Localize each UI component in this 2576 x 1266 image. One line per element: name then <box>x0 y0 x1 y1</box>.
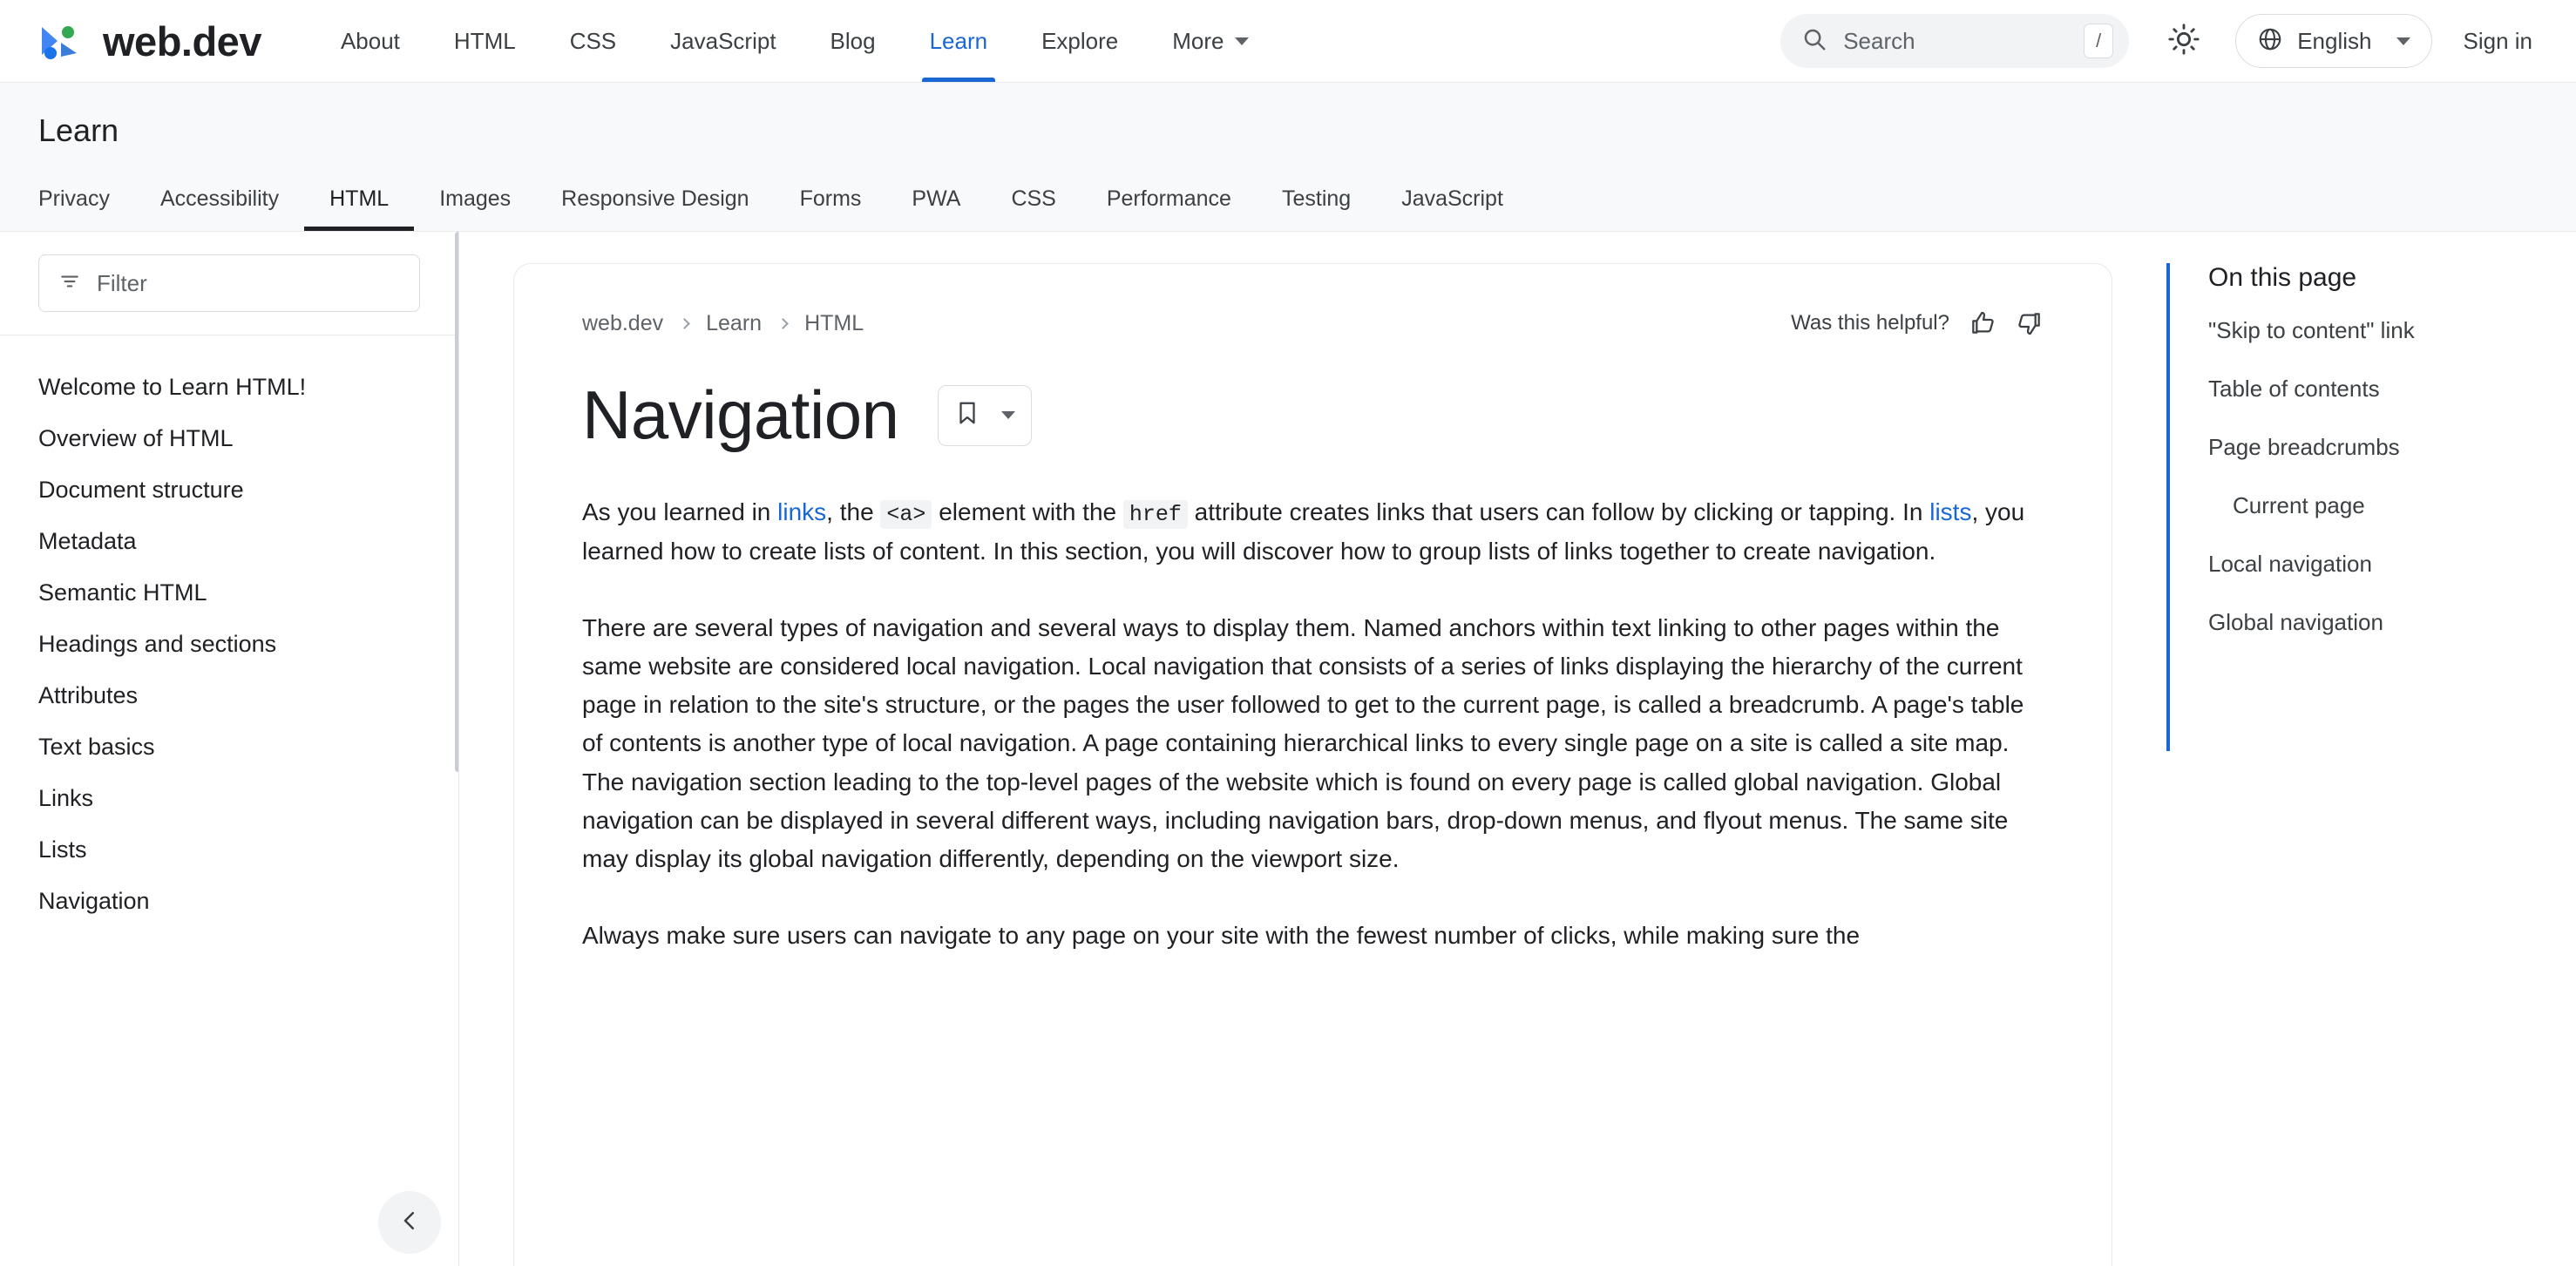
learn-section-header <box>0 83 2576 232</box>
tab-performance[interactable] <box>1081 186 1257 231</box>
toc-item-local-navigation[interactable] <box>2208 535 2576 593</box>
sidebar-nav <box>0 335 458 927</box>
nav-item-explore[interactable] <box>1014 0 1145 82</box>
toc-item-label: Local navigation <box>2208 551 2372 577</box>
toc-item-table-of-contents[interactable] <box>2208 360 2576 418</box>
tab-label: CSS <box>1011 186 1056 211</box>
nav-item-blog[interactable] <box>803 0 903 82</box>
sidebar-item-label: Metadata <box>38 528 137 554</box>
tab-javascript[interactable] <box>1376 186 1529 231</box>
sidebar-item-label: Attributes <box>38 682 139 708</box>
tab-css[interactable] <box>986 186 1081 231</box>
page-title: Navigation <box>582 376 899 453</box>
thumbs-down-icon[interactable] <box>2016 309 2044 337</box>
sidebar-item-label: Semantic HTML <box>38 579 207 606</box>
filter-placeholder: Filter <box>97 269 147 296</box>
tab-images[interactable] <box>414 186 536 231</box>
toc-inner <box>2166 263 2576 751</box>
chevron-down-icon <box>2396 37 2410 45</box>
sidebar-item-links[interactable] <box>0 773 458 824</box>
globe-icon <box>2257 26 2283 57</box>
brand[interactable] <box>38 17 261 65</box>
paragraph-clicks <box>582 917 2044 955</box>
text-fragment: There are several types of navigation and several ways to display them. Named anchors within text linking to other pages within the same website are considered local navigation. Local navigation that consists of a series of links displaying the hierarchy of the current page in relation to the site's structure, or the pages the user followed to get to the current page, is called a breadcrumb. A page's table of contents is another type of local navigation. A page containing hierarchical links to every single page on a site is called a site map. The navigation section leading to the top-level pages of the website which is found on every page is called global navigation. Global navigation can be displayed in several different ways, including navigation bars, drop-down menus, and flyout menus. The same site may display its global navigation differently, depending on the viewport size. <box>582 613 2024 873</box>
nav-item-learn[interactable] <box>903 0 1015 82</box>
paragraph-intro <box>582 493 2044 571</box>
sidebar-item-label: Welcome to Learn HTML! <box>38 374 307 400</box>
breadcrumb-item-webdev[interactable]: web.dev <box>582 310 664 335</box>
chevron-down-icon <box>1001 411 1015 419</box>
sidebar-item-lists[interactable] <box>0 824 458 876</box>
sidebar-item-metadata[interactable] <box>0 516 458 567</box>
feedback-label: Was this helpful? <box>1791 311 1949 335</box>
nav-label: Learn <box>929 27 988 54</box>
code-anchor-element: <a> <box>880 500 932 529</box>
toc-item-label: "Skip to content" link <box>2208 317 2415 343</box>
thumbs-up-icon[interactable] <box>1969 309 1996 337</box>
sidebar-item-text-basics[interactable] <box>0 721 458 773</box>
text-fragment: , you learned how to create lists of content. In this section, you will discover how to group lists of links together to create navigation. <box>582 498 2025 565</box>
table-of-contents <box>2166 232 2576 1266</box>
tab-label: Privacy <box>38 186 110 211</box>
sidebar-item-semantic-html[interactable] <box>0 567 458 619</box>
filter-input[interactable] <box>38 254 420 312</box>
learn-tabs <box>38 172 2576 231</box>
tab-label: Responsive Design <box>561 186 749 211</box>
sign-in-button[interactable]: Sign in <box>2463 27 2532 54</box>
tab-label: Forms <box>799 186 862 211</box>
header-actions <box>1780 14 2538 68</box>
tab-label: PWA <box>912 186 961 211</box>
sidebar-item-welcome[interactable] <box>0 362 458 413</box>
nav-label: About <box>340 27 400 54</box>
sidebar-item-label: Text basics <box>38 734 155 760</box>
filter-container <box>0 232 458 312</box>
sidebar-item-label: Document structure <box>38 477 244 503</box>
text-fragment: attribute creates links that users can follow by clicking or tapping. In <box>1187 498 1930 525</box>
nav-item-css[interactable] <box>543 0 643 82</box>
text-fragment: , the <box>826 498 881 525</box>
toc-item-label: Global navigation <box>2208 609 2383 635</box>
sidebar-item-document-structure[interactable] <box>0 464 458 516</box>
sidebar-item-label: Lists <box>38 836 87 863</box>
page-layout <box>0 232 2576 1266</box>
link-links[interactable]: links <box>777 498 827 525</box>
nav-item-javascript[interactable] <box>643 0 803 82</box>
nav-item-about[interactable] <box>314 0 427 82</box>
nav-item-more[interactable] <box>1145 0 1275 82</box>
theme-toggle-button[interactable] <box>2159 16 2209 66</box>
toc-item-label: Table of contents <box>2208 376 2380 402</box>
text-fragment: element with the <box>932 498 1123 525</box>
sidebar-item-label: Overview of HTML <box>38 425 234 451</box>
sidebar-item-navigation[interactable] <box>0 876 458 927</box>
feedback-widget <box>1791 309 2044 337</box>
bookmark-button[interactable] <box>938 385 1032 446</box>
sun-icon <box>2167 23 2200 60</box>
sidebar-item-attributes[interactable] <box>0 670 458 721</box>
tab-responsive-design[interactable] <box>536 186 774 231</box>
search-shortcut-key: / <box>2084 24 2113 58</box>
nav-label: CSS <box>569 27 617 54</box>
tab-label: HTML <box>329 186 390 211</box>
chevron-left-icon <box>397 1208 423 1238</box>
brand-name: web.dev <box>103 17 261 64</box>
text-fragment: Always make sure users can navigate to any page on your site with the fewest number of clicks, while making sure the <box>582 922 1861 950</box>
article-card <box>513 263 2112 1266</box>
sidebar-item-headings-and-sections[interactable] <box>0 619 458 670</box>
article-topbar <box>582 309 2044 337</box>
main-content <box>459 232 2166 1266</box>
nav-label: Explore <box>1041 27 1119 54</box>
chevron-right-icon <box>679 318 690 329</box>
tab-label: Testing <box>1281 186 1352 211</box>
toc-item-skip-to-content-link[interactable] <box>2208 301 2576 360</box>
chevron-right-icon <box>777 318 789 329</box>
sidebar-item-label: Navigation <box>38 888 150 914</box>
search-icon <box>1801 26 1827 57</box>
paragraph-navigation-types <box>582 609 2044 879</box>
sidebar-item-overview-of-html[interactable] <box>0 413 458 464</box>
language-label: English <box>2297 27 2372 54</box>
nav-label: Blog <box>830 27 876 54</box>
tab-label: Performance <box>1106 186 1231 211</box>
nav-label: JavaScript <box>670 27 776 54</box>
chevron-down-icon <box>1235 37 1249 45</box>
filter-icon <box>58 270 81 297</box>
sidebar-item-label: Links <box>38 785 94 811</box>
sidebar-item-label: Headings and sections <box>38 631 277 657</box>
title-row <box>582 376 2044 455</box>
bookmark-icon <box>954 400 980 430</box>
tab-privacy[interactable] <box>38 186 135 231</box>
tab-html[interactable] <box>304 186 414 231</box>
tab-forms[interactable] <box>775 186 887 231</box>
tab-accessibility[interactable] <box>135 186 304 231</box>
toc-item-current-page[interactable] <box>2208 477 2576 535</box>
tab-testing[interactable] <box>1257 186 1376 231</box>
toc-item-global-navigation[interactable] <box>2208 593 2576 652</box>
tab-label: Accessibility <box>159 186 280 211</box>
toc-title: On this page <box>2208 263 2357 292</box>
search-placeholder: Search <box>1843 27 1915 54</box>
text-fragment: As you learned in <box>582 498 778 525</box>
toc-item-label: Current page <box>2233 492 2365 518</box>
breadcrumb <box>582 311 864 336</box>
section-title: Learn <box>38 112 119 148</box>
language-selector[interactable] <box>2235 14 2431 68</box>
collapse-sidebar-button[interactable] <box>378 1191 441 1254</box>
breadcrumb-item-html[interactable]: HTML <box>804 310 864 335</box>
nav-item-html[interactable] <box>427 0 543 82</box>
webdev-logo-icon <box>38 18 84 64</box>
left-sidebar <box>0 232 459 1266</box>
tab-label: Images <box>439 186 512 211</box>
toc-item-page-breadcrumbs[interactable] <box>2208 418 2576 477</box>
toc-item-label: Page breadcrumbs <box>2208 434 2400 460</box>
top-header <box>0 0 2576 83</box>
tab-pwa[interactable] <box>886 186 986 231</box>
main-navigation <box>314 0 1276 82</box>
code-href-attribute: href <box>1123 500 1188 529</box>
search-input[interactable] <box>1780 14 2129 68</box>
nav-label: HTML <box>453 27 516 54</box>
nav-label: More <box>1172 27 1224 54</box>
link-lists[interactable]: lists <box>1929 498 1972 525</box>
tab-label: JavaScript <box>1401 186 1503 211</box>
breadcrumb-item-learn[interactable]: Learn <box>706 310 763 335</box>
